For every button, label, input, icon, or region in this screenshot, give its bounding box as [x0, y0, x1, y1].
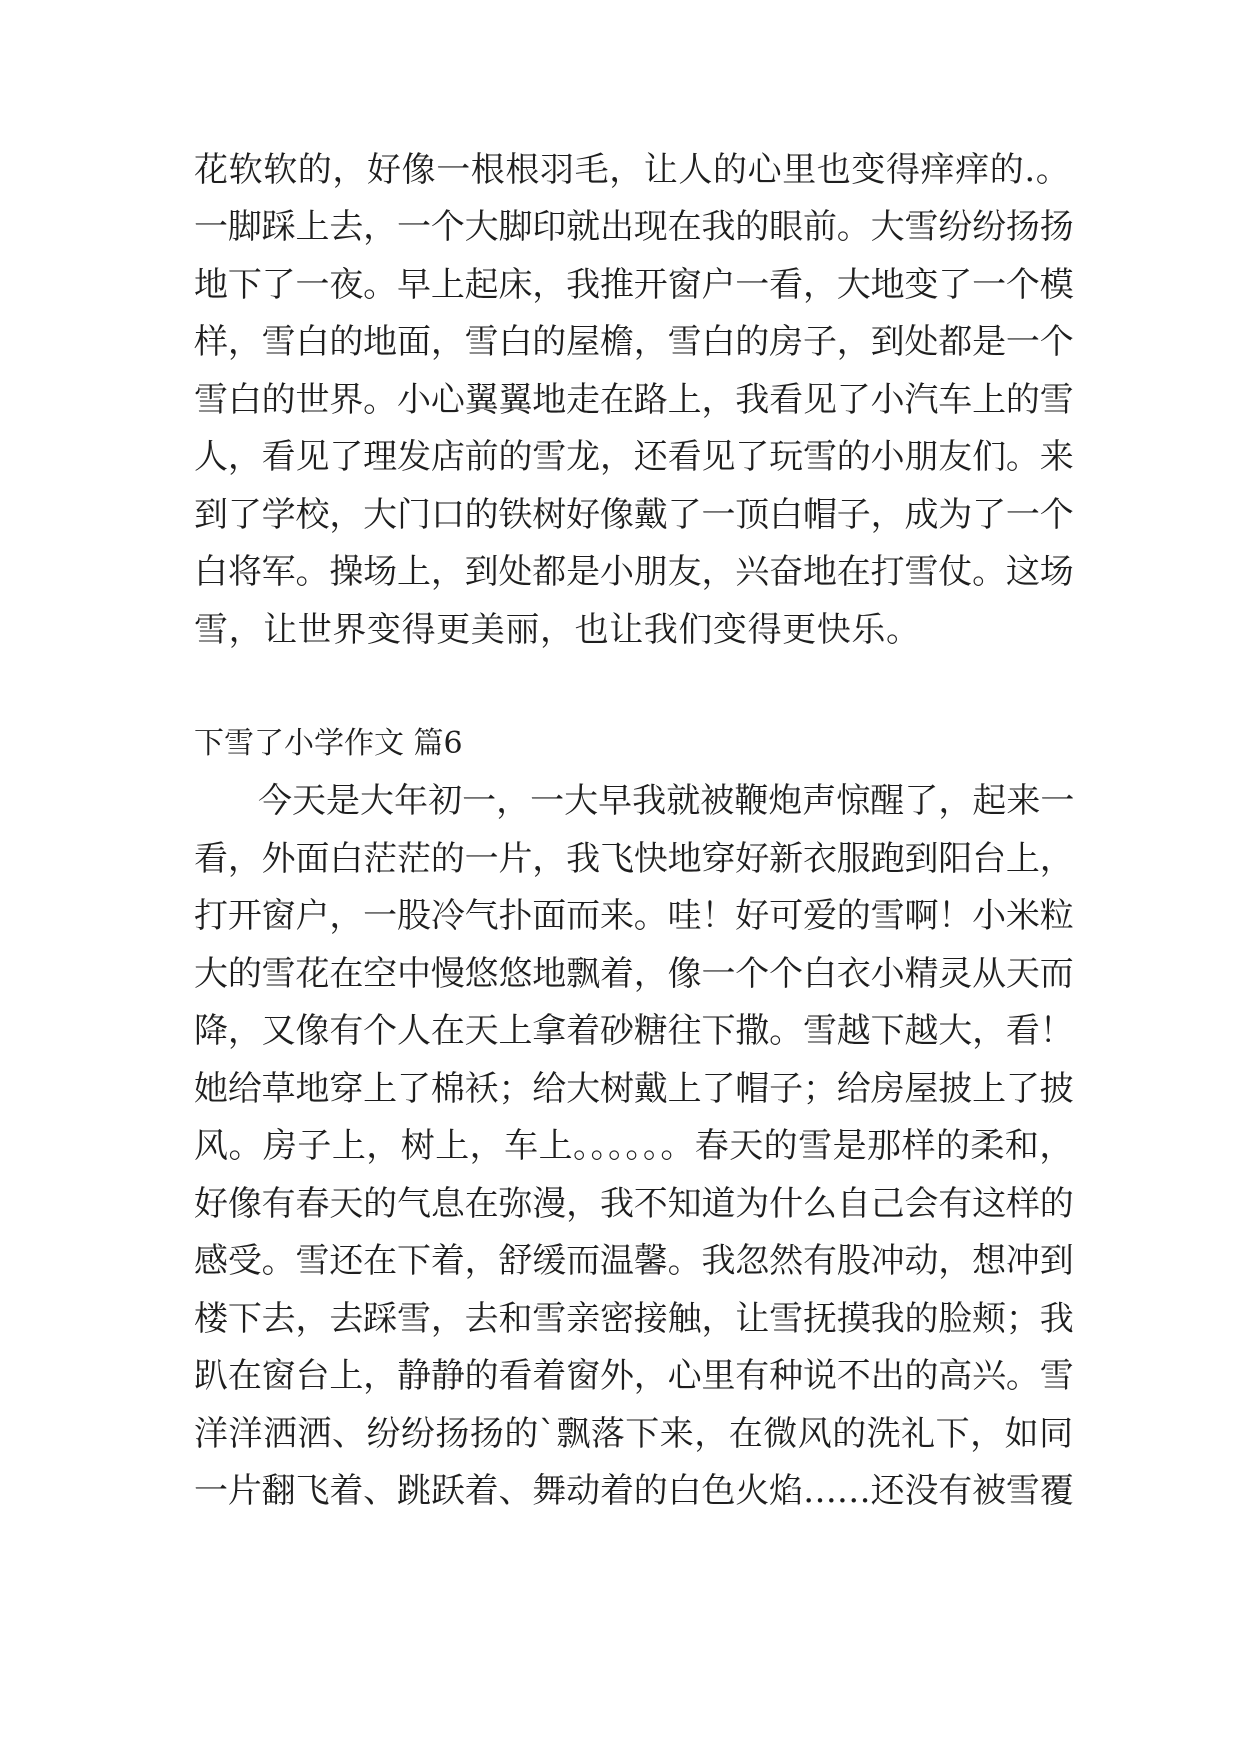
text-line: 打开窗户，一股冷气扑面而来。哇！好可爱的雪啊！小米粒 — [194, 896, 1074, 936]
text-line: 到了学校，大门口的铁树好像戴了一顶白帽子，成为了一个 — [194, 495, 1074, 535]
text-line: 白将军。操场上，到处都是小朋友，兴奋地在打雪仗。这场 — [194, 552, 1074, 592]
text-line: 今天是大年初一，一大早我就被鞭炮声惊醒了，起来一 — [258, 781, 1075, 821]
section-title: 下雪了小学作文 篇6 — [194, 726, 463, 761]
text-line: 大的雪花在空中慢悠悠地飘着，像一个个白衣小精灵从天而 — [194, 954, 1074, 994]
text-line: 降，又像有个人在天上拿着砂糖往下撒。雪越下越大，看！ — [194, 1011, 1074, 1051]
text-line: 看，外面白茫茫的一片，我飞快地穿好新衣服跑到阳台上， — [194, 839, 1074, 879]
text-line: 好像有春天的气息在弥漫，我不知道为什么自己会有这样的 — [194, 1184, 1074, 1224]
text-line: 雪，让世界变得更美丽，也让我们变得更快乐。 — [194, 610, 921, 650]
text-line: 楼下去，去踩雪，去和雪亲密接触，让雪抚摸我的脸颊；我 — [194, 1299, 1074, 1339]
text-line: 花软软的，好像一根根羽毛，让人的心里也变得痒痒的.。 — [194, 150, 1071, 190]
text-line: 雪白的世界。小心翼翼地走在路上，我看见了小汽车上的雪 — [194, 380, 1074, 420]
text-line: 人，看见了理发店前的雪龙，还看见了玩雪的小朋友们。来 — [194, 437, 1074, 477]
text-line: 样，雪白的地面，雪白的屋檐，雪白的房子，到处都是一个 — [194, 322, 1074, 362]
text-line: 一片翻飞着、跳跃着、舞动着的白色火焰……还没有被雪覆 — [194, 1471, 1074, 1511]
text-line: 她给草地穿上了棉袄；给大树戴上了帽子；给房屋披上了披 — [194, 1069, 1074, 1109]
text-line: 趴在窗台上，静静的看着窗外，心里有种说不出的高兴。雪 — [194, 1356, 1074, 1396]
text-line: 一脚踩上去，一个大脚印就出现在我的眼前。大雪纷纷扬扬 — [194, 207, 1074, 247]
text-line: 洋洋洒洒、纷纷扬扬的`飘落下来，在微风的洗礼下，如同 — [194, 1414, 1074, 1454]
text-line: 感受。雪还在下着，舒缓而温馨。我忽然有股冲动，想冲到 — [194, 1241, 1074, 1281]
text-line: 风。房子上，树上，车上。。。。。。春天的雪是那样的柔和， — [194, 1126, 1074, 1166]
text-line: 地下了一夜。早上起床，我推开窗户一看，大地变了一个模 — [194, 265, 1074, 305]
